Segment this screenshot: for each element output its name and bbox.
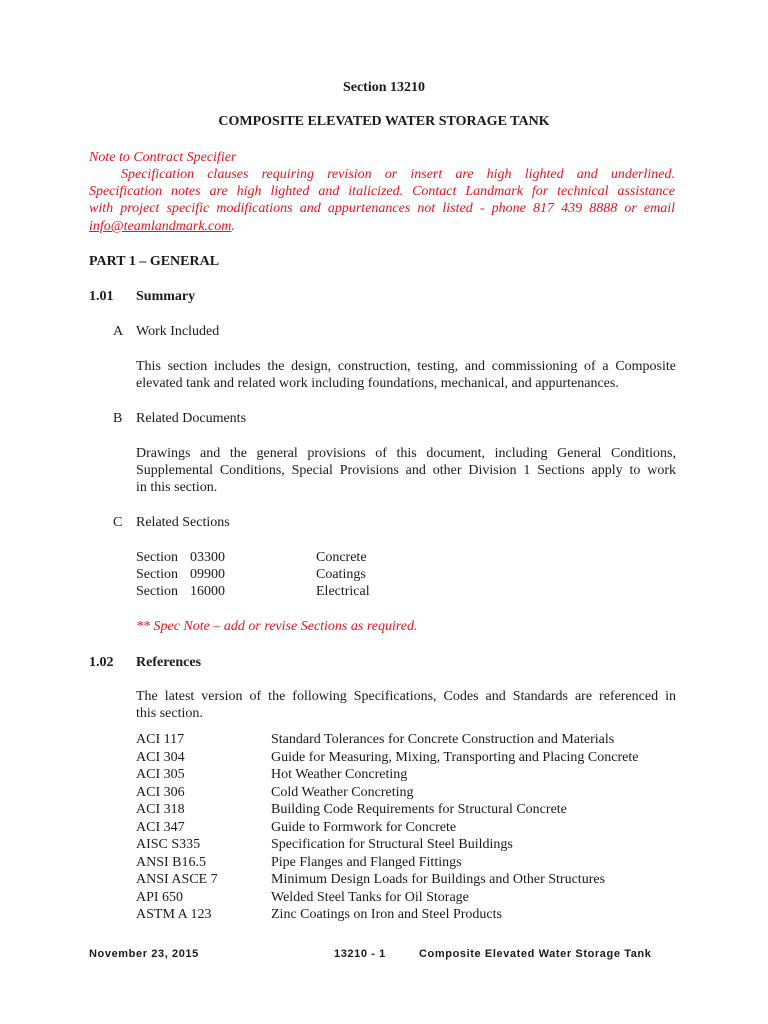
note-line-2: Specification notes are high lighted and italicized. Contact Landmark for technical assistance: [89, 184, 675, 199]
paragraph-title-related-documents: Related Documents: [136, 411, 247, 426]
reference-code: ACI 117: [136, 732, 185, 747]
paragraph-title-related-sections: Related Sections: [136, 515, 230, 530]
article-number-101: 1.01: [89, 289, 114, 304]
reference-code: ANSI ASCE 7: [136, 872, 218, 887]
reference-code: ASTM A 123: [136, 907, 212, 922]
paragraph-letter-b: B: [113, 411, 123, 426]
reference-code: ACI 318: [136, 802, 185, 817]
references-intro-line-2: this section.: [136, 706, 203, 721]
reference-description: Guide for Measuring, Mixing, Transporting and Placing Concrete: [271, 749, 639, 765]
section-number: 09900: [190, 567, 225, 582]
document-title: COMPOSITE ELEVATED WATER STORAGE TANK: [218, 114, 550, 129]
note-heading: Note to Contract Specifier: [89, 150, 237, 165]
section-label: Section: [136, 584, 178, 599]
note-line-1: Specification clauses requiring revision or insert are high lighted and underlined.: [121, 167, 675, 182]
reference-description: Hot Weather Concreting: [271, 767, 408, 782]
section-name: Electrical: [316, 584, 370, 599]
references-intro-line-1: The latest version of the following Specifications, Codes and Standards are referenced in: [136, 689, 676, 704]
work-included-line-1: This section includes the design, construction, testing, and commissioning of a Composite: [136, 359, 676, 374]
reference-code: ACI 305: [136, 767, 185, 782]
section-name: Coatings: [316, 567, 366, 582]
reference-code: ACI 306: [136, 784, 185, 800]
reference-code: ACI 347: [136, 819, 185, 835]
related-documents-line-2: Supplemental Conditions, Special Provisions and other Division 1 Sections apply to work: [136, 463, 676, 478]
section-number: 03300: [190, 550, 225, 565]
section-number: Section 13210: [342, 80, 426, 95]
article-title-summary: Summary: [136, 289, 196, 304]
part-heading: PART 1 – GENERAL: [89, 254, 220, 269]
reference-code: API 650: [136, 889, 184, 905]
email-suffix: .: [231, 219, 235, 234]
reference-description: Minimum Design Loads for Buildings and Other Structures: [271, 872, 606, 887]
reference-description: Standard Tolerances for Concrete Construction and Materials: [271, 732, 615, 747]
reference-description: Building Code Requirements for Structural Concrete: [271, 802, 567, 817]
paragraph-letter-a: A: [113, 324, 124, 339]
reference-description: Zinc Coatings on Iron and Steel Products: [271, 907, 502, 922]
reference-description: Cold Weather Concreting: [271, 784, 414, 800]
section-label: Section: [136, 567, 178, 582]
section-name: Concrete: [316, 550, 367, 565]
spec-note: ** Spec Note – add or revise Sections as required.: [136, 619, 418, 634]
footer-date: November 23, 2015: [89, 948, 199, 960]
reference-description: Pipe Flanges and Flanged Fittings: [271, 854, 462, 870]
related-documents-line-1: Drawings and the general provisions of this document, including General Conditions,: [136, 446, 676, 461]
section-number: 16000: [190, 584, 225, 599]
article-title-references: References: [136, 655, 202, 670]
footer-document-title: Composite Elevated Water Storage Tank: [419, 948, 652, 960]
reference-code: ACI 304: [136, 749, 185, 765]
note-email-line: [89, 218, 235, 235]
paragraph-title-work-included: Work Included: [136, 324, 220, 339]
work-included-line-2: elevated tank and related work including foundations, mechanical, and appurtenances.: [136, 376, 619, 391]
email-link[interactable]: info@teamlandmark.com: [89, 219, 232, 234]
footer-page-number: 13210 - 1: [334, 948, 386, 960]
section-label: Section: [136, 550, 178, 565]
reference-description: Specification for Structural Steel Buildings: [271, 837, 513, 852]
reference-code: AISC S335: [136, 837, 201, 852]
reference-description: Welded Steel Tanks for Oil Storage: [271, 889, 469, 905]
reference-description: Guide to Formwork for Concrete: [271, 819, 457, 835]
reference-code: ANSI B16.5: [136, 854, 207, 870]
paragraph-letter-c: C: [113, 515, 123, 530]
article-number-102: 1.02: [89, 655, 114, 670]
related-documents-line-3: in this section.: [136, 480, 218, 495]
note-line-3: with project specific modifications and appurtenances not listed - phone 817 439 8888 or email: [89, 201, 675, 216]
